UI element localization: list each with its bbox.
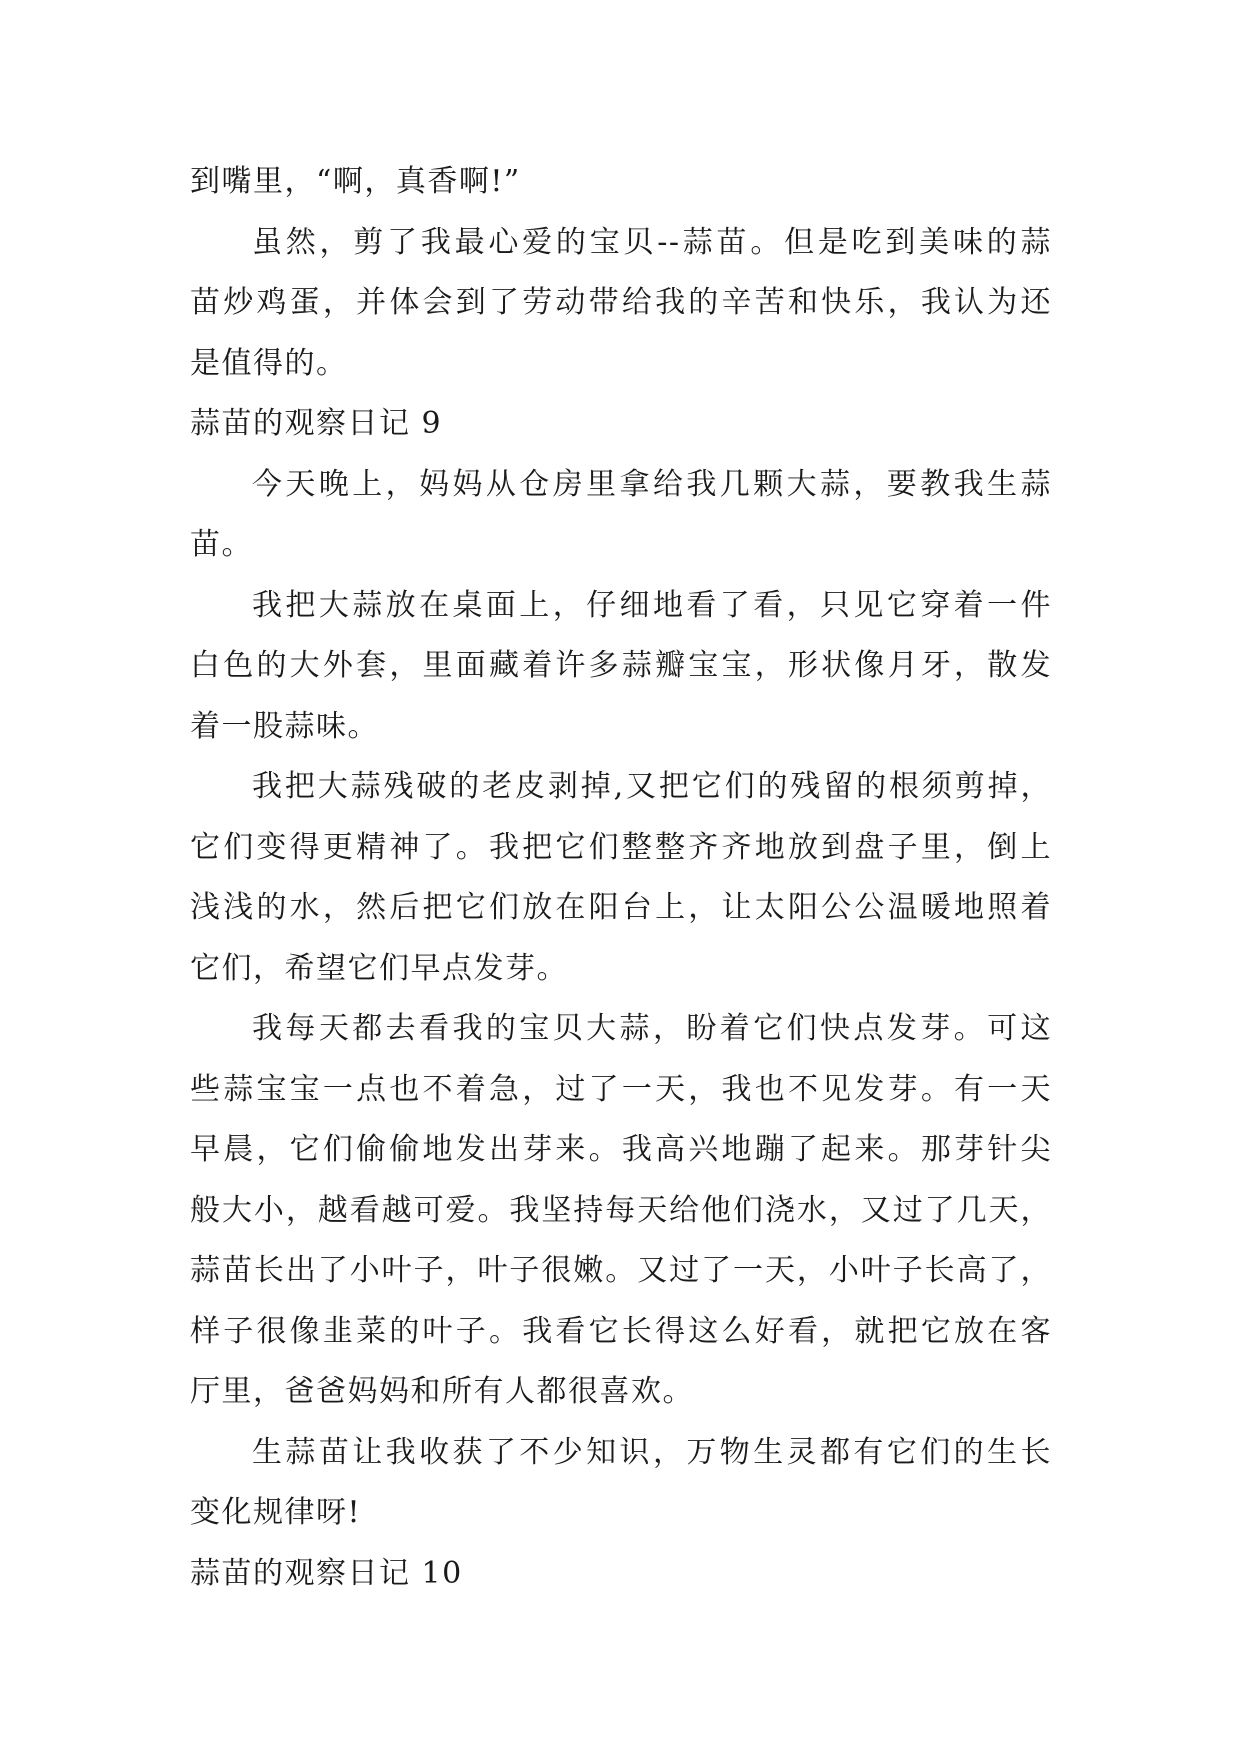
paragraph-first-line: 生蒜苗让我收获了不少知识，万物生灵都有它们的生长 (252, 1434, 1052, 1470)
text-line: 白色的大外套，里面藏着许多蒜瓣宝宝，形状像月牙，散发 (190, 648, 1052, 683)
text-line: 样子很像韭菜的叶子。我看它长得这么好看，就把它放在客 (190, 1313, 1052, 1349)
text-line: 般大小，越看越可爱。我坚持每天给他们浇水，又过了几天， (190, 1192, 1052, 1228)
paragraph-first-line: 今天晚上，妈妈从仓房里拿给我几颗大蒜，要教我生蒜 (252, 466, 1052, 502)
paragraph-first-line: 虽然，剪了我最心爱的宝贝--蒜苗。但是吃到美味的蒜 (252, 224, 1052, 260)
text-line: 些蒜宝宝一点也不着急，过了一天，我也不见发芽。有一天 (190, 1071, 1052, 1107)
text-line: 它们，希望它们早点发芽。 (190, 950, 568, 986)
section-heading: 蒜苗的观察日记 10 (190, 1555, 463, 1591)
text-line: 着一股蒜味。 (190, 708, 379, 744)
text-line: 它们变得更精神了。我把它们整整齐齐地放到盘子里，倒上 (190, 829, 1052, 865)
text-line: 早晨，它们偷偷地发出芽来。我高兴地蹦了起来。那芽针尖 (190, 1132, 1052, 1167)
text-line: 是值得的。 (190, 345, 348, 381)
text-line: 浅浅的水，然后把它们放在阳台上，让太阳公公温暖地照着 (190, 890, 1052, 925)
paragraph-first-line: 我每天都去看我的宝贝大蒜，盼着它们快点发芽。可这 (252, 1011, 1052, 1046)
paragraph-first-line: 我把大蒜放在桌面上，仔细地看了看，只见它穿着一件 (252, 587, 1052, 623)
text-line: 变化规律呀! (190, 1495, 362, 1530)
section-heading: 蒜苗的观察日记 9 (190, 406, 443, 441)
text-line: 厅里，爸爸妈妈和所有人都很喜欢。 (190, 1374, 694, 1409)
document-body (190, 152, 1052, 1604)
text-line: 苗。 (190, 527, 253, 562)
text-line: 蒜苗长出了小叶子，叶子很嫩。又过了一天，小叶子长高了， (190, 1253, 1052, 1288)
text-line: 苗炒鸡蛋，并体会到了劳动带给我的辛苦和快乐，我认为还 (190, 285, 1052, 320)
text-line: 到嘴里，“啊，真香啊!” (190, 164, 521, 199)
paragraph-first-line: 我把大蒜残破的老皮剥掉,又把它们的残留的根须剪掉， (252, 769, 1052, 804)
